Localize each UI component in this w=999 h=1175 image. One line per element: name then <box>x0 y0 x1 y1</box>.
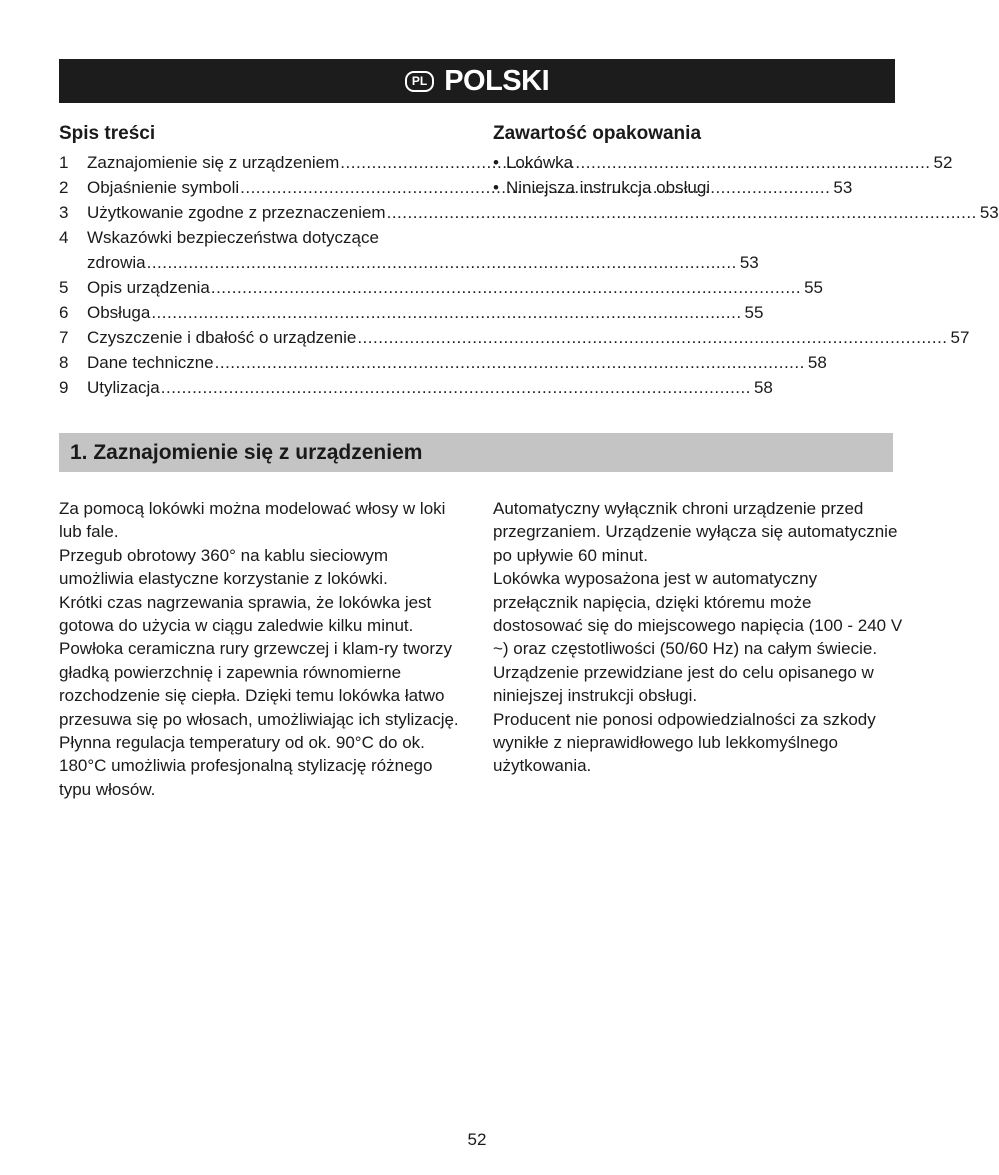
paragraph: Krótki czas nagrzewania sprawia, że lokówka jest gotowa do użycia w ciągu zaledwie kilku minut. <box>59 592 432 636</box>
section-heading-bar <box>59 433 893 472</box>
toc-dot-leader <box>387 200 977 225</box>
section-text-left <box>59 497 461 801</box>
toc-item-number: 7 <box>59 328 69 347</box>
package-contents <box>493 122 893 200</box>
toc-item-title: Wskazówki bezpieczeństwa dotyczące <box>87 228 379 247</box>
toc-item <box>59 225 759 275</box>
paragraph: Producent nie ponosi odpowiedzialności za szkody wynikłe z nieprawidłowego lub lekkomyślnego użytkowania. <box>493 709 876 776</box>
toc-item-number: 3 <box>59 203 69 222</box>
toc-item-number: 8 <box>59 353 69 372</box>
toc-item-page: 53 <box>979 203 999 222</box>
paragraph: Za pomocą lokówki można modelować włosy w loki lub fale. <box>59 499 446 542</box>
toc-item <box>59 200 999 225</box>
toc-item-number: 1 <box>59 153 69 172</box>
toc-item <box>59 350 827 375</box>
toc-item-page: 57 <box>950 328 970 347</box>
toc-dot-leader <box>211 275 801 300</box>
package-list <box>493 150 893 200</box>
toc-item-title: Dane techniczne <box>87 353 214 372</box>
toc-item-number: 6 <box>59 303 69 322</box>
toc-item-page: 58 <box>807 353 827 372</box>
toc-item-page: 55 <box>744 303 764 322</box>
paragraph: Urządzenie przewidziane jest do celu opisanego w niniejszej instrukcji obsługi. <box>493 662 874 706</box>
toc-item-page: 55 <box>804 278 823 297</box>
toc-heading: Spis treści <box>59 123 156 144</box>
language-header-bar <box>59 59 895 103</box>
toc-item <box>59 300 764 325</box>
toc-item-title: Użytkowanie zgodne z przeznaczeniem <box>87 203 386 222</box>
paragraph: Powłoka ceramiczna rury grzewczej i klam-ry tworzy gładką powierzchnię i zapewnia równomierne rozchodzenie się ciepła. Dzięki temu lokówka łatwo przesuwa się po włosach, umożliwiając ich stylizację. <box>59 639 459 729</box>
toc-item <box>59 275 823 300</box>
toc-item-page: 53 <box>833 178 853 197</box>
toc-dot-leader <box>215 350 805 375</box>
toc-item-page: 53 <box>739 253 759 272</box>
toc-item-number: 5 <box>59 278 69 297</box>
toc-item-title: zdrowia <box>87 253 146 272</box>
toc-dot-leader <box>161 375 751 400</box>
toc-item-title: Zaznajomienie się z urządzeniem <box>87 153 340 172</box>
paragraph: Automatyczny wyłącznik chroni urządzenie przed przegrzaniem. Urządzenie wyłącza się automatycznie po upływie 60 minut. <box>493 499 898 565</box>
section-title: 1. Zaznajomienie się z urządzeniem <box>70 440 423 464</box>
toc-item <box>59 325 970 350</box>
toc-item-page: 52 <box>933 153 953 172</box>
toc-dot-leader <box>147 250 737 275</box>
language-title: POLSKI <box>444 64 550 97</box>
toc-item-title: Opis urządzenia <box>87 278 210 297</box>
paragraph: Lokówka wyposażona jest w automatyczny przełącznik napięcia, dzięki któremu może dostosować się do miejscowego napięcia (100 - 240 V ~) oraz częstotliwości (50/60 Hz) na całym świecie. <box>493 569 903 659</box>
section-text-right <box>493 497 903 778</box>
toc-item-title: Obsługa <box>87 303 151 322</box>
toc-dot-leader <box>151 300 741 325</box>
toc-item <box>59 375 773 400</box>
toc-dot-leader <box>357 325 947 350</box>
paragraph: Płynna regulacja temperatury od ok. 90°C do ok. 180°C umożliwia profesjonalną stylizację różnego typu włosów. <box>59 733 433 799</box>
toc-item-title: Czyszczenie i dbałość o urządzenie <box>87 328 357 347</box>
list-item: • Lokówka <box>493 150 893 175</box>
toc-item-number: 4 <box>59 228 69 247</box>
paragraph: Przegub obrotowy 360° na kablu sieciowym umożliwia elastyczne korzystanie z lokówki. <box>59 545 389 589</box>
toc-item-title: Utylizacja <box>87 378 160 397</box>
toc-item-title: Objaśnienie symboli <box>87 178 240 197</box>
list-item: • Niniejsza instrukcja obsługi <box>493 175 893 200</box>
language-badge: PL <box>405 71 434 92</box>
toc-item-number: 9 <box>59 378 69 397</box>
toc-item-number: 2 <box>59 178 69 197</box>
toc-item-page: 58 <box>753 378 773 397</box>
page-number: 52 <box>467 1130 487 1149</box>
package-heading: Zawartość opakowania <box>493 123 702 144</box>
